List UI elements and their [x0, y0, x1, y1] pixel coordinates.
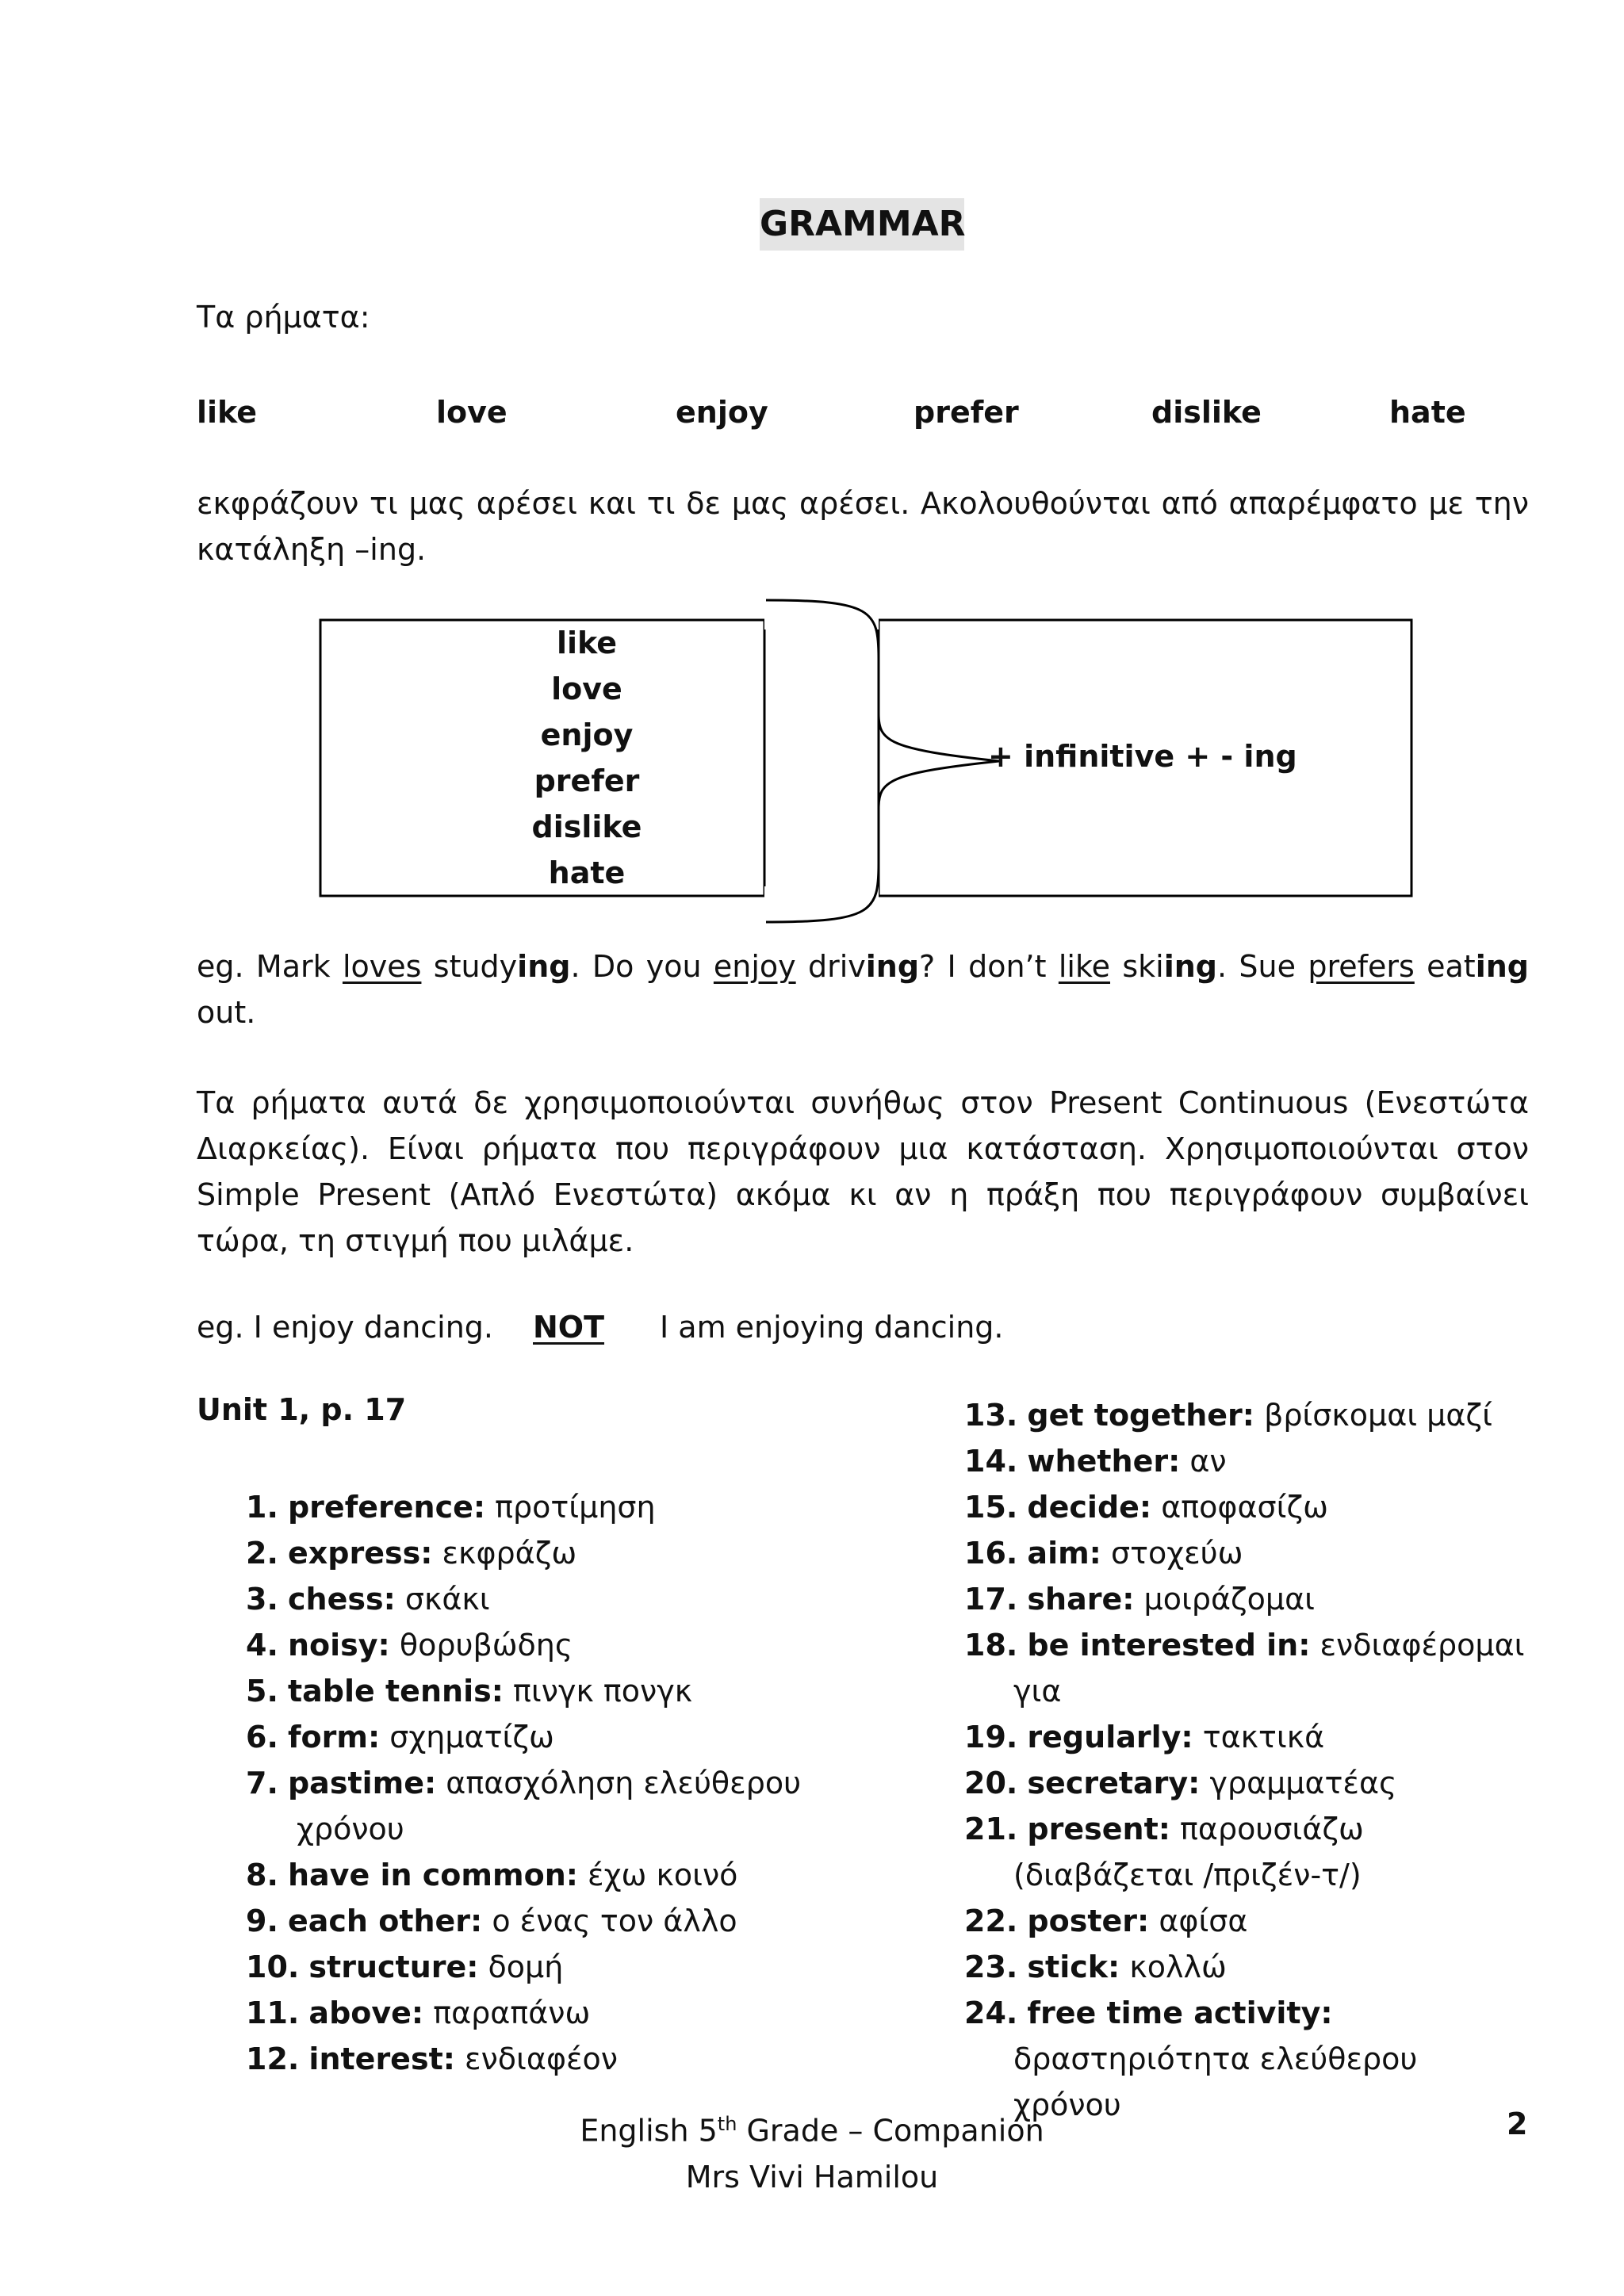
- diagram-verb: love: [551, 672, 622, 706]
- example-ing: ing: [865, 949, 920, 984]
- footer: [495, 2101, 1129, 2200]
- vocab-item: 18. be interested in: ενδιαφέρομαι για: [964, 1628, 1525, 1709]
- verb-love: love: [436, 395, 508, 430]
- example-text: ? I don’t: [919, 949, 1059, 984]
- example-verb: like: [1058, 949, 1111, 984]
- vocab-item: 14. whether: αν: [964, 1444, 1227, 1479]
- explanation-paragraph: εκφράζουν τι μας αρέσει και τι δε μας αρέσει. Ακολουθούνται από απαρέμφατο με την κατάληξη –ing.: [197, 486, 1529, 567]
- example2-not: NOT: [533, 1310, 605, 1345]
- vocab-item: 22. poster: αφίσα: [964, 1904, 1248, 1938]
- example2-correct: eg. I enjoy dancing.: [197, 1310, 494, 1345]
- vocab-left-list: [246, 1484, 833, 2082]
- vocab-item: 9. each other: ο ένας τον άλλο: [246, 1904, 737, 1938]
- page-title: GRAMMAR: [760, 198, 964, 251]
- example-text: . Do you: [570, 949, 714, 984]
- vocab-item: 12. interest: ενδιαφέον: [246, 2042, 619, 2076]
- vocab-item: 11. above: παραπάνω: [246, 1996, 591, 2030]
- vocab-right-list: [964, 1392, 1529, 2128]
- example-text: out.: [197, 995, 256, 1030]
- example-text: . Sue: [1217, 949, 1308, 984]
- diagram-verbs: [508, 620, 666, 896]
- vocab-item: 2. express: εκφράζω: [246, 1536, 577, 1571]
- vocab-item: 5. table tennis: πινγκ πονγκ: [246, 1674, 693, 1709]
- vocab-item: 7. pastime: απασχόληση ελεύθερου χρόνου: [246, 1766, 802, 1846]
- page-number: 2: [1507, 2107, 1528, 2141]
- example-ing: ing: [1163, 949, 1217, 984]
- vocab-item: 10. structure: δομή: [246, 1950, 564, 1984]
- vocab-item: 8. have in common: έχω κοινό: [246, 1858, 738, 1892]
- vocab-item: 17. share: μοιράζομαι: [964, 1582, 1316, 1617]
- intro-text: Τα ρήματα:: [197, 300, 370, 335]
- vocab-item: 16. aim: στοχεύω: [964, 1536, 1243, 1571]
- vocab-item: 23. stick: κολλώ: [964, 1950, 1227, 1984]
- verb-dislike: dislike: [1151, 395, 1262, 430]
- diagram-verb: dislike: [531, 809, 642, 844]
- vocab-item: 21. present: παρουσιάζω (διαβάζεται /πριζέν-τ/): [964, 1812, 1364, 1892]
- footer-line1: English 5th Grade – Companion: [580, 2113, 1044, 2149]
- example-verb: prefers: [1308, 949, 1415, 984]
- verb-prefer: prefer: [914, 395, 1019, 430]
- examples-paragraph: [197, 943, 1529, 1035]
- diagram-verb: hate: [548, 855, 626, 890]
- example-text: study: [421, 949, 518, 984]
- example-ing: ing: [1475, 949, 1529, 984]
- diagram-verb: like: [556, 626, 618, 660]
- verb-like: like: [197, 395, 258, 430]
- vocab-item: 4. noisy: θορυβώδης: [246, 1628, 573, 1663]
- vocab-item: 24. free time activity: δραστηριότητα ελεύθερου χρόνου: [964, 1996, 1418, 2122]
- note-paragraph: Τα ρήματα αυτά δε χρησιμοποιούνται συνήθως στον Present Continuous (Ενεστώτα Διαρκείας). Είναι ρήματα που περιγράφουν μια κατάσταση. Χρησιμοποιούνται στον Simple Present (Απλό Ενεστώτα) ακόμα κι αν η πράξη που περιγράφουν συμβαίνει τώρα, τη στιγμή που μιλάμε.: [197, 1085, 1529, 1258]
- verb-hate: hate: [1389, 395, 1466, 430]
- curly-brace: [766, 600, 999, 922]
- example-text: driv: [795, 949, 866, 984]
- diagram-verb: enjoy: [540, 718, 634, 752]
- diagram-rule: + infinitive + - ing: [988, 739, 1297, 774]
- vocab-item: 15. decide: αποφασίζω: [964, 1490, 1328, 1525]
- example2-wrong: I am enjoying dancing.: [660, 1310, 1004, 1345]
- vocab-item: 19. regularly: τακτικά: [964, 1720, 1325, 1755]
- example-verb: loves: [342, 949, 422, 984]
- unit-heading: Unit 1, p. 17: [197, 1392, 407, 1427]
- verb-enjoy: enjoy: [676, 395, 768, 430]
- vocab-item: 6. form: σχηματίζω: [246, 1720, 554, 1755]
- example-ing: ing: [517, 949, 571, 984]
- diagram-verb: prefer: [534, 763, 640, 798]
- example-text: eg. Mark: [197, 949, 343, 984]
- example-text: eat: [1414, 949, 1476, 984]
- footer-line2: Mrs Vivi Hamilou: [685, 2159, 939, 2195]
- example-verb: enjoy: [713, 949, 796, 984]
- vocab-item: 3. chess: σκάκι: [246, 1582, 490, 1617]
- vocab-item: 13. get together: βρίσκομαι μαζί: [964, 1398, 1492, 1433]
- vocab-item: 20. secretary: γραμματέας: [964, 1766, 1397, 1800]
- vocab-item: 1. preference: προτίμηση: [246, 1490, 656, 1525]
- example-text: ski: [1110, 949, 1164, 984]
